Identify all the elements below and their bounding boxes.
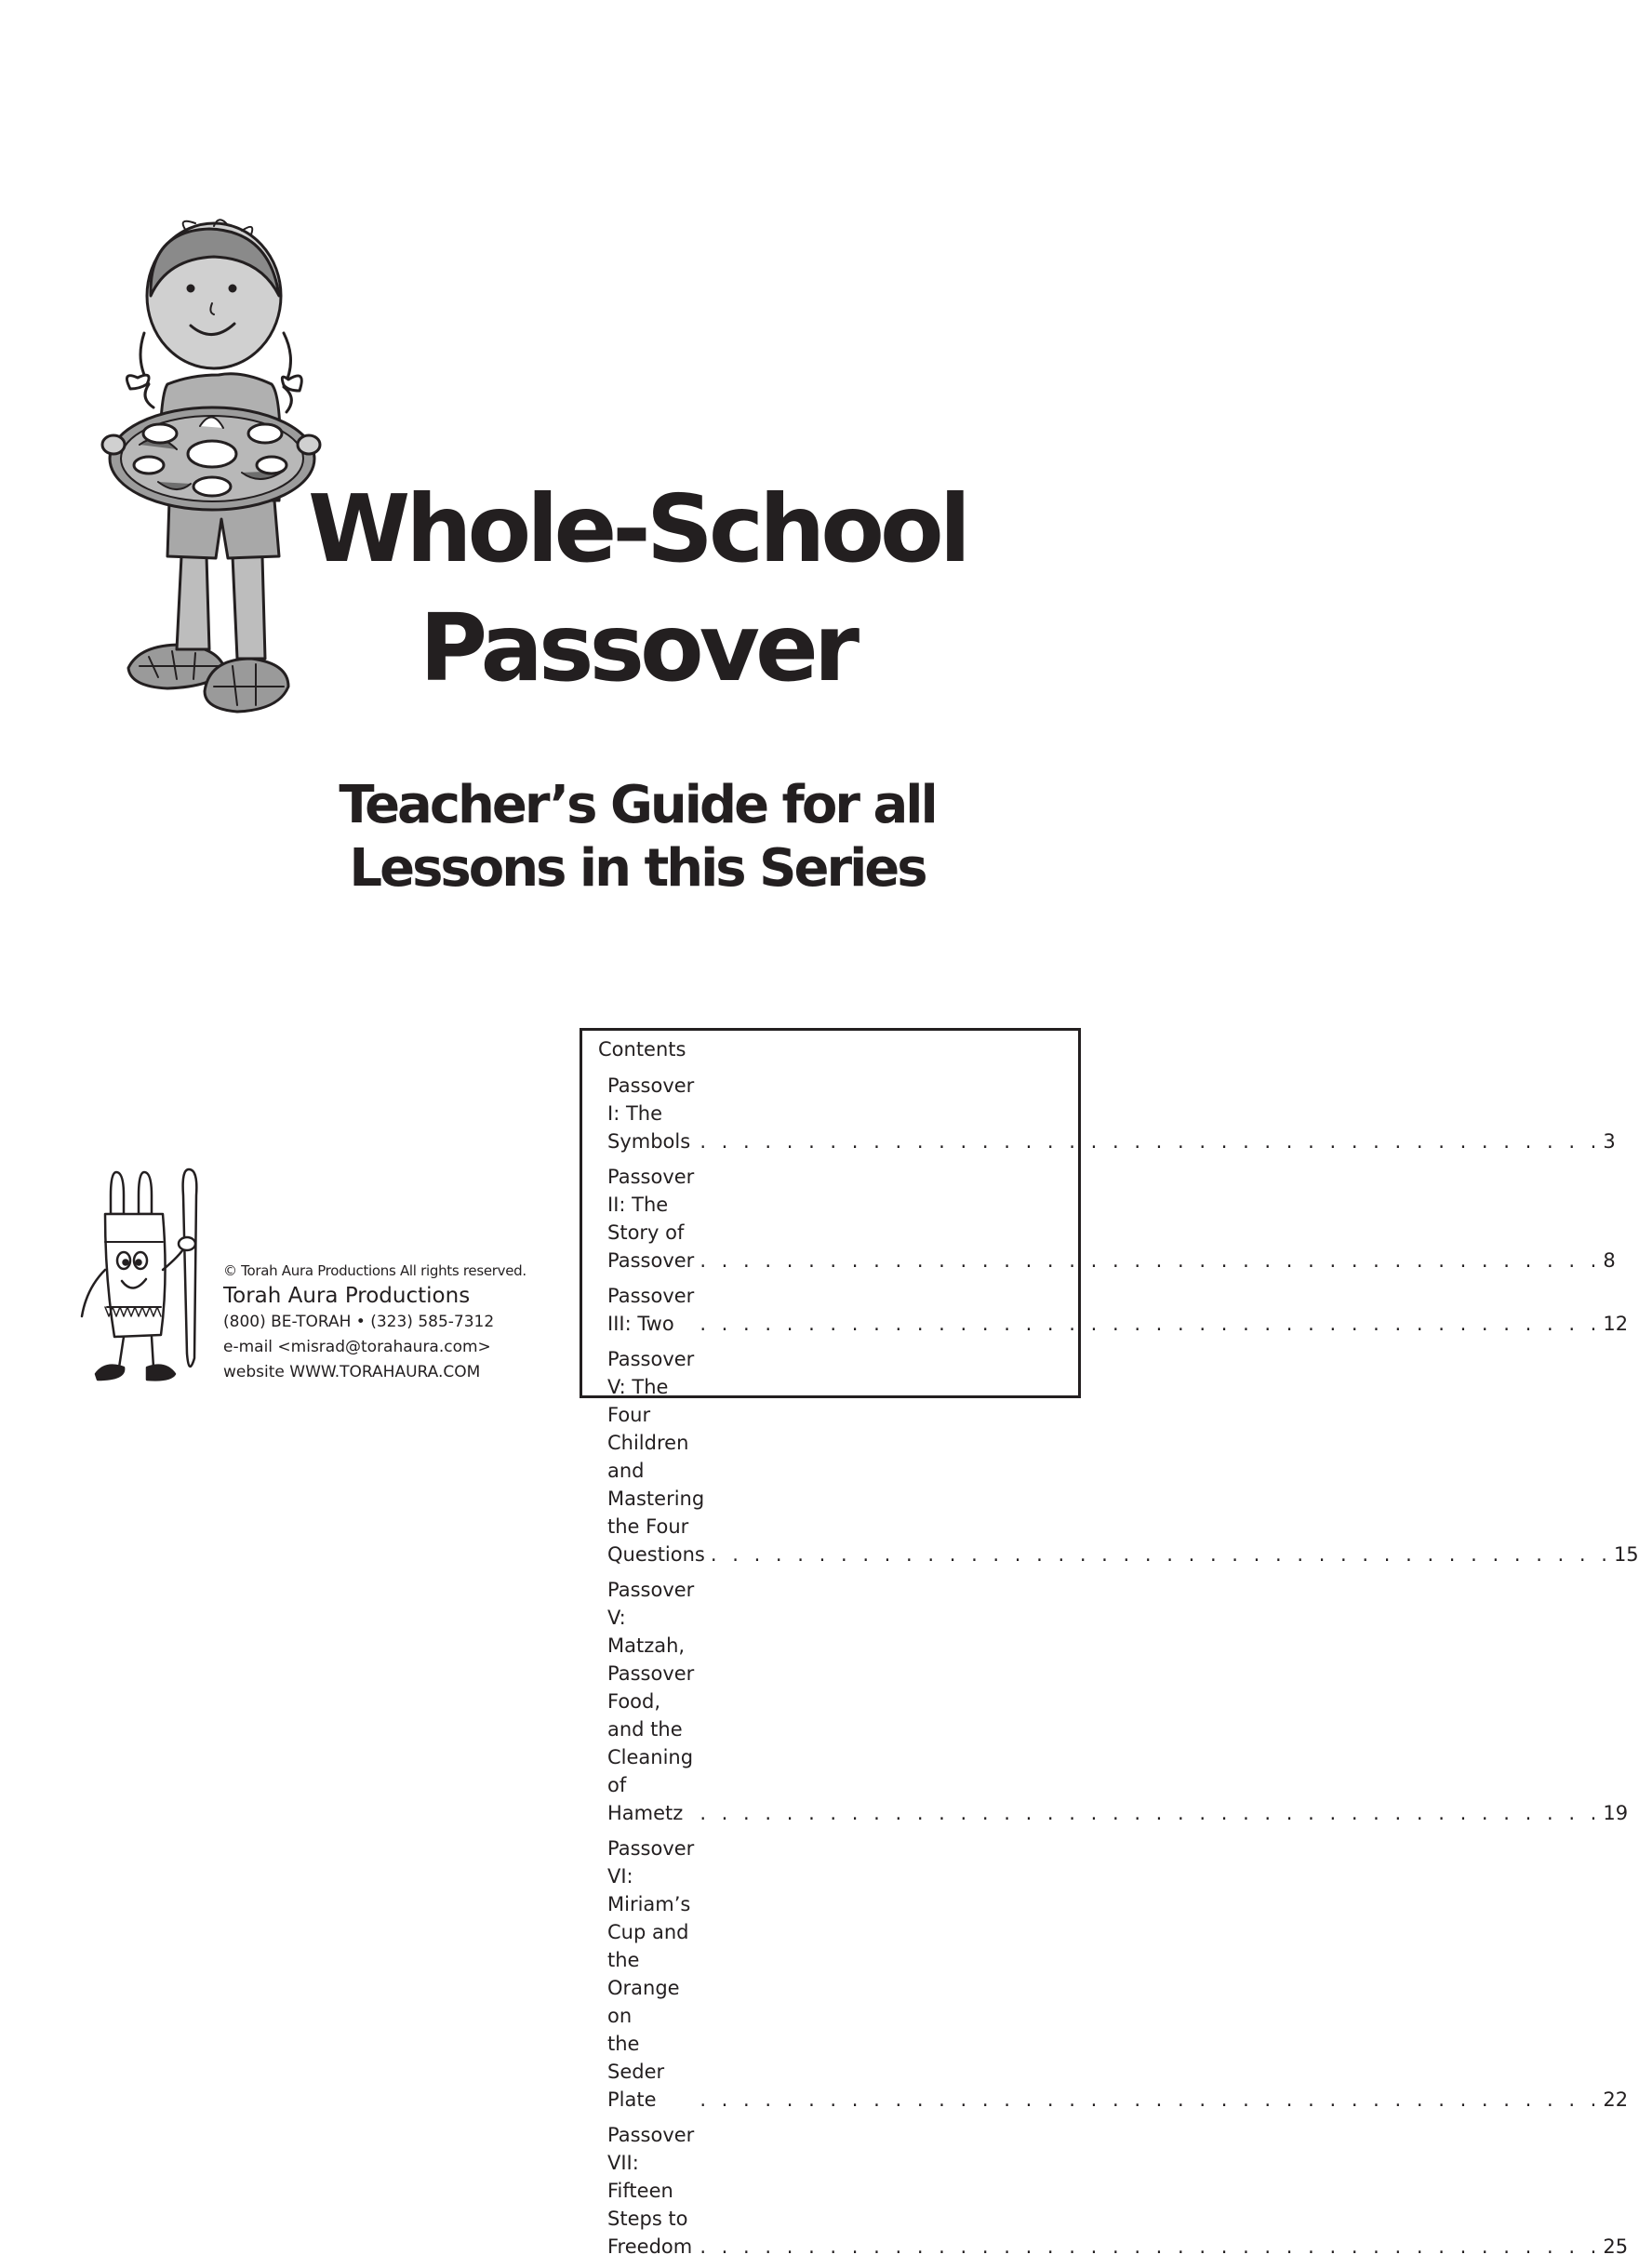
page-subtitle <box>298 774 977 901</box>
subtitle-line-2: Lessons in this Series <box>349 838 926 899</box>
toc-entry-page: 19 <box>1603 1802 1629 1824</box>
toc-entry-title: Passover VI: Miriam’s Cup and the Orange on the Seder Plate <box>607 1837 695 2111</box>
toc-entry-title: Passover V: Matzah, Passover Food, and the Cleaning of Hametz <box>607 1579 695 1824</box>
toc-entry-title: Passover V: The Four Children and Mastering the Four Questions <box>607 1348 705 1566</box>
toc-entry-page: 3 <box>1603 1130 1616 1153</box>
contents-entries <box>607 1072 1639 2268</box>
toc-entry <box>607 1345 1639 1568</box>
toc-entry-page: 8 <box>1603 1249 1616 1272</box>
title-line-2: Passover <box>419 594 856 702</box>
girl-with-seder-plate-illustration <box>102 221 316 752</box>
toc-entry-title: Passover III: Two <box>607 1285 695 1335</box>
toc-leader-dots: . . . . . . . . . . . . . . . . . . . . . . . . . . . . . . . . . . . . . . . . . . <box>700 1802 1602 1824</box>
toc-entry-page: 22 <box>1603 2088 1629 2111</box>
table-of-contents <box>580 1028 1639 2258</box>
toc-leader-dots: . . . . . . . . . . . . . . . . . . . . . . . . . . . . . . . . . . . . . . . . . . <box>700 2088 1602 2111</box>
toc-leader-dots: . . . . . . . . . . . . . . . . . . . . . . . . . . . . . . . . . . . . . . . . . . <box>700 1313 1602 1335</box>
toc-entry-page: 15 <box>1613 1543 1639 1566</box>
toc-leader-dots: . . . . . . . . . . . . . . . . . . . . . . . . . . . . . . . . . . . . . . . . . . <box>700 1249 1602 1272</box>
toc-entry <box>607 1163 1616 1274</box>
title-line-1: Whole-School <box>308 474 966 583</box>
publisher-website: website WWW.TORAHAURA.COM <box>223 1363 481 1381</box>
toc-leader-dots: . . . . . . . . . . . . . . . . . . . . . . . . . . . . . . . . . . . . . . . . . . <box>710 1543 1612 1566</box>
publisher-name: Torah Aura Productions <box>223 1284 471 1308</box>
toc-entry <box>607 1834 1629 2114</box>
publisher-phone: (800) BE-TORAH • (323) 585-7312 <box>223 1313 495 1331</box>
toc-leader-dots: . . . . . . . . . . . . . . . . . . . . . . . . . . . . . . . . . . . . . . . . . . <box>700 1130 1602 1153</box>
toc-entry-page: 25 <box>1603 2235 1629 2258</box>
toc-entry-title: Passover II: The Story of Passover <box>607 1166 695 1272</box>
toc-entry <box>607 2121 1629 2261</box>
toc-leader-dots: . . . . . . . . . . . . . . . . . . . . . . . . . . . . . . . . . . . . . . . . . . <box>700 2235 1602 2258</box>
subtitle-line-1: Teacher’s Guide for all <box>339 775 936 835</box>
toc-entry-page: 12 <box>1603 1313 1629 1335</box>
contents-heading: Contents <box>598 1038 686 1061</box>
toc-entry <box>607 1072 1616 1155</box>
page-title <box>298 470 977 708</box>
copyright-notice: © Torah Aura Productions All rights reserved. <box>223 1262 526 1279</box>
publisher-email: e-mail <misrad@torahaura.com> <box>223 1338 491 1356</box>
publisher-info <box>223 1260 567 1385</box>
toc-entry-title: Passover VII: Fifteen Steps to Freedom <box>607 2124 695 2258</box>
torah-scroll-mascot-illustration <box>77 1167 217 1395</box>
toc-entry <box>607 1282 1629 1338</box>
toc-entry-title: Passover I: The Symbols <box>607 1074 695 1153</box>
toc-entry <box>607 1576 1629 1827</box>
